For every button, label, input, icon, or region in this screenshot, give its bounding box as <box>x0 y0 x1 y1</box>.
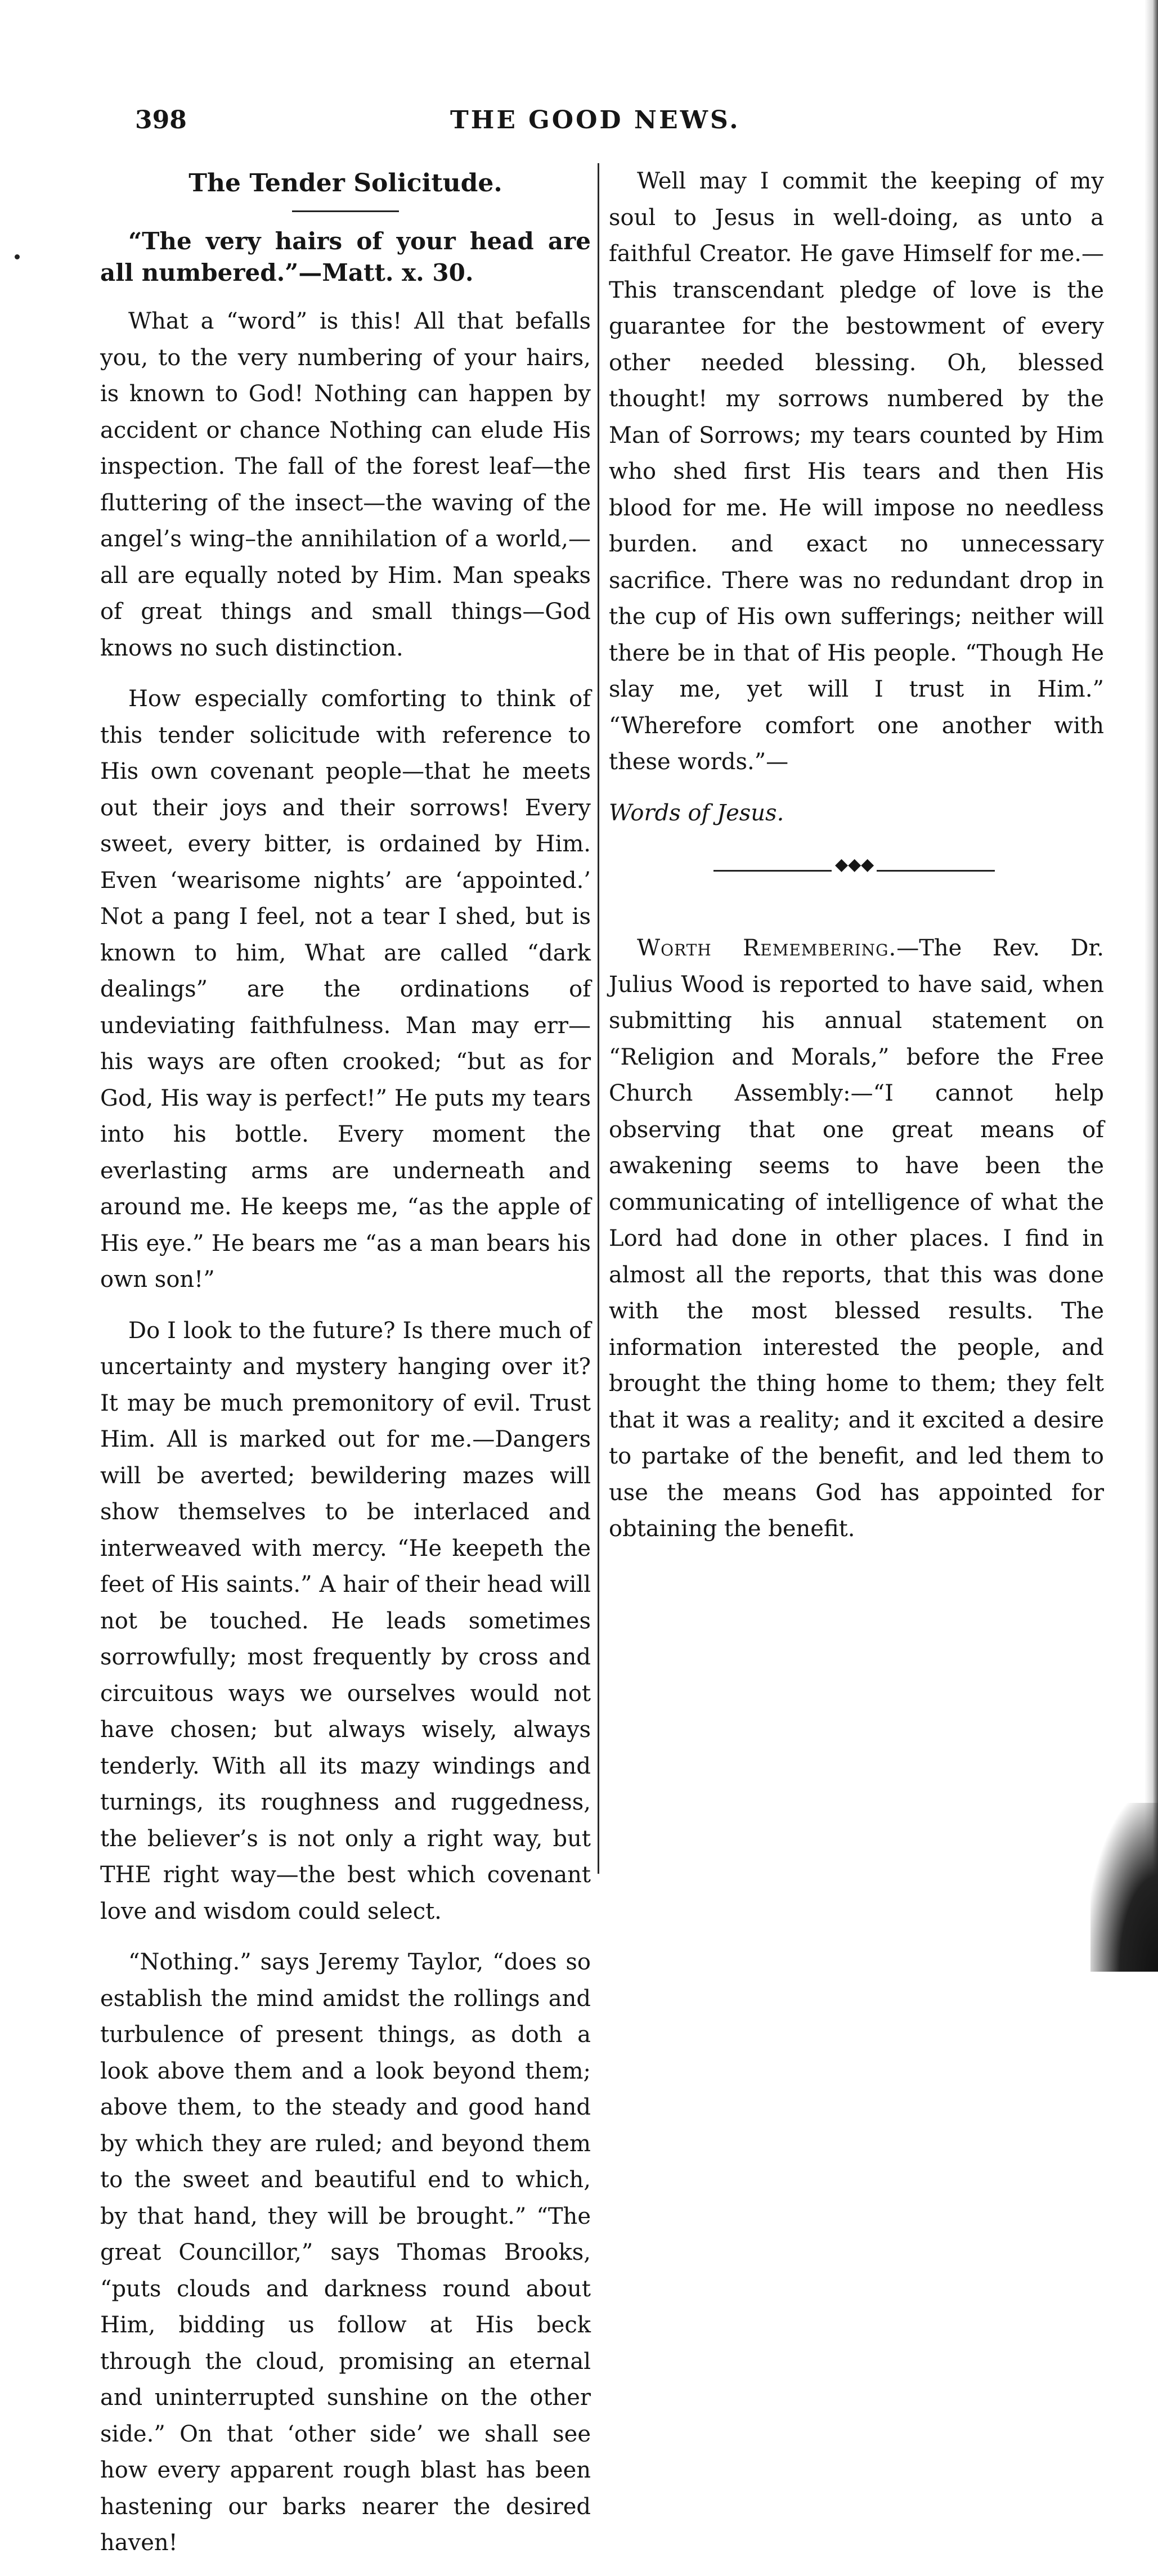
page-edge-shadow <box>1144 0 1158 1972</box>
paragraph-1: What a “word” is this! All that befalls you, to the very numbering of your hairs, is known to God! Nothing can happen by accident or chance Nothing can elude His inspection. The fall of the forest leaf—the fluttering of the insect—the waving of the angel’s wing–the annihilation of a world,—all are equally noted by Him. Man speaks of great things and small things—God knows no such distinction. <box>100 308 591 661</box>
section-ornament <box>713 855 995 876</box>
page-number: 398 <box>135 106 187 134</box>
page-corner-blot <box>1090 1803 1158 1972</box>
ornament-line-right <box>877 870 995 872</box>
paragraph-3: Do I look to the future? Is there much of uncertainty and mystery hanging over it? It may be much premonitory of evil. Trust Him. All is marked out for me.—Dangers will be averted; bewildering mazes will show themselves to be interlaced and interweaved with mercy. “He keepeth the feet of His saints.” A hair of their head will not be touched. He leads sometimes sorrowfully; most frequently by cross and circuitous ways we ourselves would not have chosen; but always wisely, always tenderly. With all its mazy windings and turnings, its roughness and ruggedness, the believer’s is not only a right way, but THE right way—the best which covenant love and wisdom could select. <box>100 1317 591 1924</box>
paragraph-2: How especially comforting to think of this tender solicitude with reference to His own covenant people—that he meets out their joys and their sorrows! Every sweet, every bitter, is ordained by Him. Even ‘wearisome nights’ are ‘appointed.’ Not a pang I feel, not a tear I shed, but is known to him, What are called “dark dealings” are the ordinations of undeviating faithfulness. Man may err—his ways are often crooked; “but as for God, His way is perfect!” He puts my tears into his bottle. Every moment the everlasting arms are underneath and around me. He keeps me, “as the apple of His eye.” He bears me “as a man bears his own son!” <box>100 686 591 1293</box>
signature: Words of Jesus. <box>609 800 784 826</box>
worth-remembering-paragraph <box>609 930 1104 1547</box>
paragraph-5: Well may I commit the keeping of my soul to Jesus in well-doing, as unto a faithful Creator. He gave Himself for me.—This transcendant pledge of love is the guarantee for the bestowment of every other needed blessing. Oh, blessed thought! my sorrows numbered by the Man of Sorrows; my tears counted by Him who shed first His tears and then His blood for me. He will impose no needless burden. and exact no unnecessary sacrifice. There was no redundant drop in the cup of His own sufferings; neither will there be in that of His people. “Though He slay me, yet will I trust in Him.” “Wherefore comfort one another with these words.”— <box>609 168 1104 775</box>
running-title: THE GOOD NEWS. <box>450 106 740 134</box>
article-title: The Tender Solicitude. <box>188 169 502 198</box>
column-divider <box>598 163 599 1874</box>
ornament-diamonds: ◆◆◆ <box>835 855 874 874</box>
worth-body: —The Rev. Dr. Julius Wood is reported to have said, when submitting his annual statement on “Religion and Morals,” before the Free Church Assembly:—“I cannot help observing that one great means of awakening seems to have been the communicating of intelligence of what the Lord had done in other places. I find in almost all the reports, that this was done with the most blessed results. The information interested the people, and brought the thing home to them; they felt that it was a reality; and it excited a desire to partake of the benefit, and led them to use the means God has appointed for obtaining the benefit. <box>609 935 1104 1542</box>
title-rule <box>292 210 399 212</box>
page-header <box>135 106 1103 140</box>
ink-speck <box>15 254 20 259</box>
worth-heading: Worth Remembering. <box>637 935 897 961</box>
paragraph-4: “Nothing.” says Jeremy Taylor, “does so establish the mind amidst the rollings and turbulence of present things, as doth a look above them and a look beyond them; above them, to the steady and good hand by which they are ruled; and beyond them to the sweet and beautiful end to which, by that hand, they will be brought.” “The great Councillor,” says Thomas Brooks, “puts clouds and darkness round about Him, bidding us follow at His beck through the cloud, promising an eternal and uninterrupted sunshine on the other side.” On that ‘other side’ we shall see how every apparent rough blast has been hastening our barks nearer the desired haven! <box>100 1949 591 2556</box>
epigraph: “The very hairs of your head are all numbered.”—Matt. x. 30. <box>100 227 591 286</box>
left-column <box>100 163 591 2576</box>
ornament-line-left <box>713 870 832 872</box>
